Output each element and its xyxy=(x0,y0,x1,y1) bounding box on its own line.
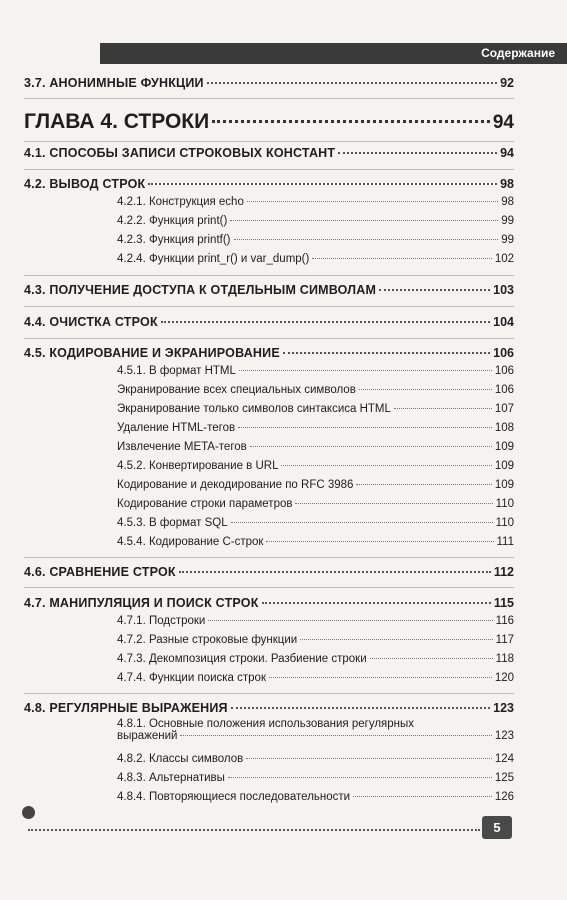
toc-subentry-page: 124 xyxy=(494,753,514,765)
toc-subentry-4-5-2[interactable] xyxy=(117,460,514,472)
toc-entry-4-2[interactable] xyxy=(24,177,514,191)
toc-subentry-title: 4.5.2. Конвертирование в URL xyxy=(117,460,279,472)
dot-leader xyxy=(338,152,497,154)
dot-leader xyxy=(269,677,492,678)
dot-leader xyxy=(161,321,490,323)
toc-subentry-4-2-4[interactable] xyxy=(117,253,514,265)
toc-subentry-title: 4.5.4. Кодирование С-строк xyxy=(117,536,264,548)
dot-leader xyxy=(370,658,493,659)
toc-subentry-page: 116 xyxy=(495,615,514,627)
toc-subentry-title: Извлечение META-тегов xyxy=(117,441,247,453)
toc-subentry-page: 99 xyxy=(501,234,514,246)
toc-entry-page: 94 xyxy=(500,146,514,160)
toc-entry-title: 4.2. ВЫВОД СТРОК xyxy=(24,177,146,191)
toc-subentry-title: 4.2.2. Функция print() xyxy=(117,215,228,227)
dot-leader xyxy=(281,465,491,466)
toc-subentry-4-7-4[interactable] xyxy=(117,672,514,684)
toc-subentry-page: 126 xyxy=(494,791,514,803)
dot-leader xyxy=(359,389,492,390)
toc-subentry-line2 xyxy=(117,730,514,742)
dot-leader xyxy=(295,503,492,504)
toc-subentry-title: Экранирование только символов синтаксиса HTML xyxy=(117,403,391,415)
toc-subentry-page: 109 xyxy=(494,479,514,491)
toc-subentry-4-5-1-d[interactable] xyxy=(117,441,514,453)
dot-leader xyxy=(239,370,492,371)
toc-subentry-4-7-2[interactable] xyxy=(117,634,514,646)
toc-entry-page: 98 xyxy=(500,177,514,191)
toc-subentry-4-5-1-b[interactable] xyxy=(117,403,514,415)
toc-subentry-title: 4.7.4. Функции поиска строк xyxy=(117,672,266,684)
dot-leader xyxy=(246,758,492,759)
toc-subentry-4-8-2[interactable] xyxy=(117,753,514,765)
toc-entry-4-1[interactable] xyxy=(24,146,514,160)
toc-subentry-page: 110 xyxy=(495,517,514,529)
dot-leader xyxy=(283,352,490,354)
dot-leader xyxy=(266,541,493,542)
toc-entry-page: 115 xyxy=(493,596,514,610)
chapter-page: 94 xyxy=(492,112,514,133)
toc-subentry-title: 4.8.2. Классы символов xyxy=(117,753,244,765)
toc-entry-4-8[interactable] xyxy=(24,701,514,715)
toc-subentry-4-2-1[interactable] xyxy=(117,196,514,208)
dot-leader xyxy=(148,183,497,185)
toc-subentry-title: 4.2.3. Функция printf() xyxy=(117,234,231,246)
toc-subentry-page: 109 xyxy=(494,441,514,453)
toc-subentry-4-5-3[interactable] xyxy=(117,517,514,529)
toc-entry-page: 106 xyxy=(493,346,514,360)
dot-leader xyxy=(247,201,498,202)
toc-subentry-4-8-3[interactable] xyxy=(117,772,514,784)
dot-leader xyxy=(179,571,491,573)
header-bar xyxy=(100,43,567,64)
separator xyxy=(24,141,514,142)
toc-entry-4-7[interactable] xyxy=(24,596,514,610)
toc-entry-3-7[interactable] xyxy=(24,76,514,90)
toc-subentry-title: 4.5.1. В формат HTML xyxy=(117,365,236,377)
toc-subentry-title: 4.5.3. В формат SQL xyxy=(117,517,228,529)
dot-leader xyxy=(228,777,492,778)
toc-entry-title: 3.7. АНОНИМНЫЕ ФУНКЦИИ xyxy=(24,76,204,90)
toc-subentry-4-5-4[interactable] xyxy=(117,536,514,548)
toc-subentry-title: Кодирование и декодирование по RFC 3986 xyxy=(117,479,354,491)
dot-leader xyxy=(379,289,490,291)
toc-subentry-page: 102 xyxy=(494,253,514,265)
toc-subentry-4-2-2[interactable] xyxy=(117,215,514,227)
separator xyxy=(24,98,514,99)
toc-subentry-4-7-3[interactable] xyxy=(117,653,514,665)
separator xyxy=(24,275,514,276)
toc-entry-4-4[interactable] xyxy=(24,315,514,329)
toc-subentry-4-2-3[interactable] xyxy=(117,234,514,246)
toc-subentry-page: 109 xyxy=(494,460,514,472)
toc-entry-title: 4.6. СРАВНЕНИЕ СТРОК xyxy=(24,565,176,579)
toc-entry-page: 104 xyxy=(493,315,514,329)
toc-subentry-page: 123 xyxy=(494,730,514,742)
toc-subentry-4-5-1-c[interactable] xyxy=(117,422,514,434)
header-label: Содержание xyxy=(481,46,555,60)
toc-subentry-4-5-2-b[interactable] xyxy=(117,498,514,510)
separator xyxy=(24,338,514,339)
dot-leader xyxy=(394,408,492,409)
chapter-title: ГЛАВА 4. СТРОКИ xyxy=(24,110,210,133)
toc-subentry-page: 118 xyxy=(495,653,514,665)
toc-subentry-page: 125 xyxy=(494,772,514,784)
toc-entry-page: 92 xyxy=(500,76,514,90)
dot-leader xyxy=(238,427,492,428)
toc-subentry-page: 117 xyxy=(495,634,514,646)
dot-leader xyxy=(180,735,491,736)
dot-leader xyxy=(212,120,490,123)
toc-entry-title: 4.8. РЕГУЛЯРНЫЕ ВЫРАЖЕНИЯ xyxy=(24,701,228,715)
separator xyxy=(24,587,514,588)
toc-entry-4-6[interactable] xyxy=(24,565,514,579)
dot-leader xyxy=(207,82,497,84)
toc-entry-title: 4.4. ОЧИСТКА СТРОК xyxy=(24,315,158,329)
toc-entry-title: 4.7. МАНИПУЛЯЦИЯ И ПОИСК СТРОК xyxy=(24,596,259,610)
toc-subentry-page: 98 xyxy=(501,196,514,208)
toc-entry-page: 112 xyxy=(493,565,514,579)
toc-subentry-title: 4.2.4. Функции print_r() и var_dump() xyxy=(117,253,310,265)
dot-leader xyxy=(356,484,491,485)
toc-subentry-page: 120 xyxy=(494,672,514,684)
toc-subentry-4-5-1[interactable] xyxy=(117,365,514,377)
dot-leader xyxy=(234,239,499,240)
dot-leader xyxy=(300,639,492,640)
toc-subentry-title: 4.7.3. Декомпозиция строки. Разбиение строки xyxy=(117,653,367,665)
toc-subentry-title: 4.8.3. Альтернативы xyxy=(117,772,225,784)
toc-subentry-page: 99 xyxy=(501,215,514,227)
dot-leader xyxy=(312,258,491,259)
toc-subentry-title: 4.2.1. Конструкция echo xyxy=(117,196,244,208)
toc-subentry-4-5-1-a[interactable] xyxy=(117,384,514,396)
toc-subentry-page: 111 xyxy=(496,536,514,548)
toc-subentry-4-8-1[interactable] xyxy=(117,718,514,742)
separator xyxy=(24,306,514,307)
toc-subentry-page: 106 xyxy=(494,365,514,377)
toc-subentry-title: Удаление HTML-тегов xyxy=(117,422,236,434)
toc-entry-title: 4.5. КОДИРОВАНИЕ И ЭКРАНИРОВАНИЕ xyxy=(24,346,280,360)
toc-entry-title: 4.1. СПОСОБЫ ЗАПИСИ СТРОКОВЫХ КОНСТАНТ xyxy=(24,146,336,160)
toc-subentry-title-line1: 4.8.1. Основные положения использования регулярных xyxy=(117,718,415,730)
toc-subentry-title: 4.7.1. Подстроки xyxy=(117,615,206,627)
dot-leader xyxy=(353,796,492,797)
separator xyxy=(24,557,514,558)
footer-dotted-line xyxy=(28,829,480,831)
page-number: 5 xyxy=(493,820,501,835)
toc-subentry-page: 106 xyxy=(494,384,514,396)
toc-subentry-page: 110 xyxy=(495,498,514,510)
dot-leader xyxy=(230,220,498,221)
toc-subentry-title: 4.7.2. Разные строковые функции xyxy=(117,634,298,646)
dot-leader xyxy=(208,620,492,621)
toc-subentry-page: 107 xyxy=(494,403,514,415)
toc-subentry-title-line2: выражений xyxy=(117,730,178,742)
dot-leader xyxy=(262,602,491,604)
toc-subentry-page: 108 xyxy=(494,422,514,434)
toc-subentry-title: Кодирование строки параметров xyxy=(117,498,293,510)
dot-leader xyxy=(231,522,493,523)
dot-leader xyxy=(250,446,492,447)
separator xyxy=(24,169,514,170)
toc-entry-page: 123 xyxy=(493,701,514,715)
toc-subentry-4-8-4[interactable] xyxy=(117,791,514,803)
toc-entry-4-5[interactable] xyxy=(24,346,514,360)
page-number-badge xyxy=(482,816,512,839)
toc-entry-title: 4.3. ПОЛУЧЕНИЕ ДОСТУПА К ОТДЕЛЬНЫМ СИМВОЛАМ xyxy=(24,283,377,297)
toc-chapter-4[interactable] xyxy=(24,110,514,134)
separator xyxy=(24,693,514,694)
toc-entry-4-3[interactable] xyxy=(24,283,514,297)
toc-subentry-title: Экранирование всех специальных символов xyxy=(117,384,356,396)
toc-subentry-4-5-2-a[interactable] xyxy=(117,479,514,491)
footer-dot-ornament xyxy=(22,806,35,819)
toc-subentry-4-7-1[interactable] xyxy=(117,615,514,627)
dot-leader xyxy=(231,707,490,709)
toc-subentry-title: 4.8.4. Повторяющиеся последовательности xyxy=(117,791,351,803)
toc-entry-page: 103 xyxy=(493,283,514,297)
